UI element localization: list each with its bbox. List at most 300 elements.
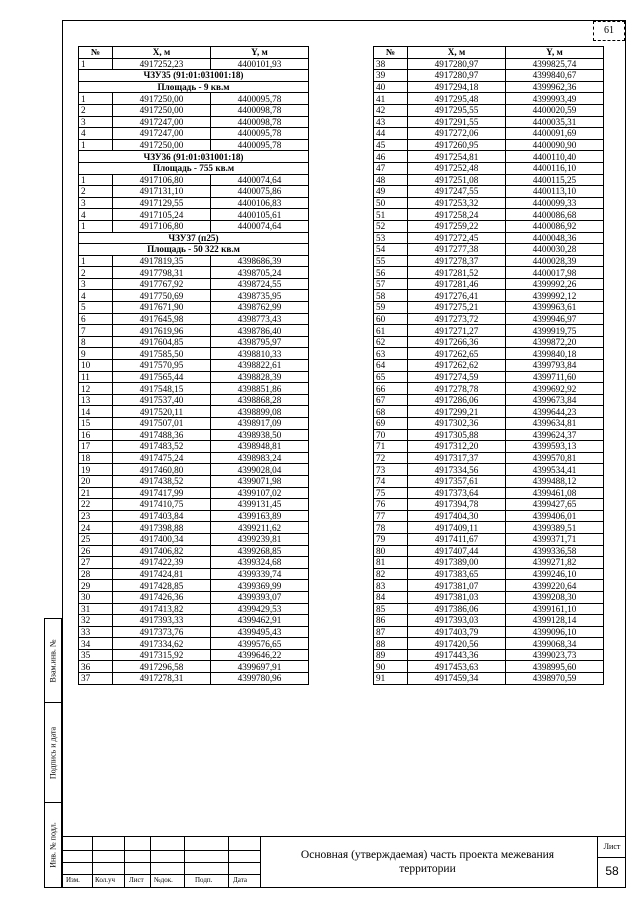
table-row [374,325,604,337]
point-number: 4 [79,290,113,302]
table-row [79,464,309,476]
table-row [79,580,309,592]
y-coordinate: 4399163,89 [211,510,309,522]
y-coordinate: 4399593,13 [506,441,604,453]
table-row [79,394,309,406]
side-label-signature: Подпись и дата [48,726,58,779]
y-coordinate: 4398828,39 [211,371,309,383]
x-coordinate: 4917420,56 [408,638,506,650]
table-row [374,313,604,325]
x-coordinate: 4917409,11 [408,522,506,534]
table-row [374,557,604,569]
x-coordinate: 4917105,24 [113,209,211,221]
x-coordinate: 4917278,31 [113,673,211,685]
point-number: 11 [79,371,113,383]
y-coordinate: 4399780,96 [211,673,309,685]
table-row [374,93,604,105]
x-coordinate: 4917334,56 [408,464,506,476]
table-row [374,81,604,93]
point-number: 88 [374,638,408,650]
x-coordinate: 4917393,03 [408,615,506,627]
y-coordinate: 4399992,12 [506,290,604,302]
table-row [374,267,604,279]
y-coordinate: 4400099,33 [506,197,604,209]
point-number: 35 [79,649,113,661]
section-title: Площадь - 9 кв.м [79,81,309,93]
point-number: 1 [79,255,113,267]
y-coordinate: 4399107,02 [211,487,309,499]
x-coordinate: 4917273,72 [408,313,506,325]
point-number: 51 [374,209,408,221]
point-number: 83 [374,580,408,592]
table-row [79,638,309,650]
x-coordinate: 4917291,55 [408,116,506,128]
x-coordinate: 4917459,34 [408,673,506,685]
point-number: 50 [374,197,408,209]
y-coordinate: 4399963,61 [506,302,604,314]
side-cell-replacement [45,619,61,703]
point-number: 31 [79,603,113,615]
y-coordinate: 4399028,04 [211,464,309,476]
table-row [374,649,604,661]
y-coordinate: 4399993,49 [506,93,604,105]
table-row [79,499,309,511]
x-coordinate: 4917312,20 [408,441,506,453]
y-coordinate: 4399239,81 [211,533,309,545]
table-row [374,232,604,244]
table-row [374,255,604,267]
point-number: 41 [374,93,408,105]
x-coordinate: 4917798,31 [113,267,211,279]
x-coordinate: 4917299,21 [408,406,506,418]
table-row [374,278,604,290]
point-number: 9 [79,348,113,360]
point-number: 55 [374,255,408,267]
y-coordinate: 4400098,78 [211,104,309,116]
x-coordinate: 4917381,07 [408,580,506,592]
point-number: 52 [374,220,408,232]
point-number: 30 [79,591,113,603]
point-number: 80 [374,545,408,557]
y-coordinate: 4399570,81 [506,452,604,464]
point-number: 49 [374,186,408,198]
section-header-row [79,81,309,93]
y-coordinate: 4399534,41 [506,464,604,476]
x-coordinate: 4917483,52 [113,441,211,453]
x-coordinate: 4917278,78 [408,383,506,395]
point-number: 21 [79,487,113,499]
x-coordinate: 4917410,75 [113,499,211,511]
x-coordinate: 4917280,97 [408,70,506,82]
x-coordinate: 4917247,00 [113,128,211,140]
x-coordinate: 4917460,80 [113,464,211,476]
y-coordinate: 4399624,37 [506,429,604,441]
y-coordinate: 4399840,18 [506,348,604,360]
y-coordinate: 4400075,86 [211,186,309,198]
table-row [374,510,604,522]
x-coordinate: 4917280,97 [408,58,506,70]
y-coordinate: 4398686,39 [211,255,309,267]
table-row [79,591,309,603]
point-number: 1 [79,174,113,186]
y-coordinate: 4399211,62 [211,522,309,534]
y-coordinate: 4400098,78 [211,116,309,128]
table-row [79,139,309,151]
y-coordinate: 4399096,10 [506,626,604,638]
table-row [79,290,309,302]
point-number: 24 [79,522,113,534]
table-row [374,244,604,256]
table-row [79,267,309,279]
point-number: 44 [374,128,408,140]
x-coordinate: 4917106,80 [113,220,211,232]
x-coordinate: 4917671,90 [113,302,211,314]
point-number: 33 [79,626,113,638]
x-coordinate: 4917422,39 [113,557,211,569]
x-coordinate: 4917286,06 [408,394,506,406]
y-coordinate: 4398938,50 [211,429,309,441]
x-coordinate: 4917302,36 [408,418,506,430]
header-num: № [374,47,408,59]
point-number: 79 [374,533,408,545]
table-row [374,151,604,163]
y-coordinate: 4400106,83 [211,197,309,209]
y-coordinate: 4398705,24 [211,267,309,279]
stamp-label-change: Изм. [66,876,80,884]
y-coordinate: 4399336,58 [506,545,604,557]
point-number: 90 [374,661,408,673]
point-number: 69 [374,418,408,430]
table-row [374,197,604,209]
point-number: 82 [374,568,408,580]
x-coordinate: 4917520,11 [113,406,211,418]
point-number: 17 [79,441,113,453]
point-number: 71 [374,441,408,453]
table-row [374,499,604,511]
point-number: 4 [79,209,113,221]
x-coordinate: 4917275,21 [408,302,506,314]
y-coordinate: 4400110,40 [506,151,604,163]
table-row [374,673,604,685]
x-coordinate: 4917250,00 [113,93,211,105]
x-coordinate: 4917315,92 [113,649,211,661]
point-number: 1 [79,220,113,232]
table-row [374,139,604,151]
y-coordinate: 4399711,60 [506,371,604,383]
table-row [79,302,309,314]
table-row [79,441,309,453]
y-coordinate: 4399369,99 [211,580,309,592]
y-coordinate: 4399246,10 [506,568,604,580]
section-title: ЧЗУ36 (91:01:031001:18) [79,151,309,163]
point-number: 32 [79,615,113,627]
point-number: 65 [374,371,408,383]
point-number: 23 [79,510,113,522]
y-coordinate: 4399427,65 [506,499,604,511]
stamp-label-sheet: Лист [129,876,144,884]
coordinates-table-left [78,46,309,685]
x-coordinate: 4917259,22 [408,220,506,232]
y-coordinate: 4398762,99 [211,302,309,314]
section-title: Площадь - 755 кв.м [79,162,309,174]
table-row [374,626,604,638]
point-number: 87 [374,626,408,638]
x-coordinate: 4917295,55 [408,104,506,116]
table-row [374,70,604,82]
stamp-label-date: Дата [233,876,247,884]
y-coordinate: 4400095,78 [211,93,309,105]
stamp-label-sign: Подп. [195,876,213,884]
point-number: 28 [79,568,113,580]
table-row [374,116,604,128]
point-number: 10 [79,360,113,372]
point-number: 72 [374,452,408,464]
y-coordinate: 4400095,78 [211,128,309,140]
y-coordinate: 4400035,31 [506,116,604,128]
point-number: 67 [374,394,408,406]
y-coordinate: 4400020,59 [506,104,604,116]
x-coordinate: 4917258,24 [408,209,506,221]
x-coordinate: 4917537,40 [113,394,211,406]
table-row [79,197,309,209]
table-row [374,394,604,406]
side-cell-signature [45,703,61,803]
y-coordinate: 4399962,36 [506,81,604,93]
x-coordinate: 4917428,85 [113,580,211,592]
table-row [79,348,309,360]
x-coordinate: 4917317,37 [408,452,506,464]
table-row [374,290,604,302]
point-number: 54 [374,244,408,256]
side-stamp-strip [44,618,62,888]
table-header-row [374,47,604,59]
x-coordinate: 4917250,00 [113,139,211,151]
point-number: 74 [374,475,408,487]
y-coordinate: 4400017,98 [506,267,604,279]
table-row [79,487,309,499]
y-coordinate: 4398795,97 [211,336,309,348]
top-sheet-number: 61 [593,21,625,41]
y-coordinate: 4399389,51 [506,522,604,534]
stamp-label-doc: №док. [154,876,173,884]
table-row [79,360,309,372]
point-number: 13 [79,394,113,406]
point-number: 34 [79,638,113,650]
y-coordinate: 4399495,43 [211,626,309,638]
table-row [374,661,604,673]
y-coordinate: 4399220,64 [506,580,604,592]
table-row [374,429,604,441]
point-number: 37 [79,673,113,685]
table-row [374,487,604,499]
point-number: 84 [374,591,408,603]
x-coordinate: 4917426,36 [113,591,211,603]
point-number: 86 [374,615,408,627]
table-header-row [79,47,309,59]
point-number: 4 [79,128,113,140]
section-header-row [79,70,309,82]
table-row [79,510,309,522]
y-coordinate: 4398810,33 [211,348,309,360]
sheet-label: Лист [603,842,621,851]
y-coordinate: 4398948,81 [211,441,309,453]
table-row [374,58,604,70]
table-row [79,649,309,661]
point-number: 91 [374,673,408,685]
table-row [374,209,604,221]
table-row [79,336,309,348]
y-coordinate: 4399324,68 [211,557,309,569]
x-coordinate: 4917357,61 [408,475,506,487]
header-x: X, м [113,47,211,59]
x-coordinate: 4917548,15 [113,383,211,395]
point-number: 59 [374,302,408,314]
table-row [79,325,309,337]
point-number: 46 [374,151,408,163]
y-coordinate: 4398868,28 [211,394,309,406]
x-coordinate: 4917400,34 [113,533,211,545]
point-number: 36 [79,661,113,673]
y-coordinate: 4399673,84 [506,394,604,406]
section-header-row [79,232,309,244]
point-number: 3 [79,197,113,209]
y-coordinate: 4398995,60 [506,661,604,673]
point-number: 3 [79,116,113,128]
table-row [374,638,604,650]
table-row [79,313,309,325]
y-coordinate: 4398983,24 [211,452,309,464]
y-coordinate: 4399825,74 [506,58,604,70]
y-coordinate: 4400095,78 [211,139,309,151]
y-coordinate: 4400030,28 [506,244,604,256]
table-row [79,128,309,140]
point-number: 16 [79,429,113,441]
point-number: 22 [79,499,113,511]
x-coordinate: 4917604,85 [113,336,211,348]
table-row [79,603,309,615]
point-number: 26 [79,545,113,557]
y-coordinate: 4399646,22 [211,649,309,661]
header-y: Y, м [211,47,309,59]
x-coordinate: 4917393,33 [113,615,211,627]
y-coordinate: 4399068,34 [506,638,604,650]
y-coordinate: 4399872,20 [506,336,604,348]
point-number: 63 [374,348,408,360]
y-coordinate: 4399462,91 [211,615,309,627]
y-coordinate: 4400101,93 [211,58,309,70]
x-coordinate: 4917570,95 [113,360,211,372]
table-row [374,615,604,627]
y-coordinate: 4399271,82 [506,557,604,569]
header-num: № [79,47,113,59]
y-coordinate: 4400074,64 [211,220,309,232]
x-coordinate: 4917619,96 [113,325,211,337]
y-coordinate: 4399023,73 [506,649,604,661]
x-coordinate: 4917252,23 [113,58,211,70]
y-coordinate: 4398773,43 [211,313,309,325]
point-number: 81 [374,557,408,569]
table-row [79,557,309,569]
x-coordinate: 4917767,92 [113,278,211,290]
y-coordinate: 4398822,61 [211,360,309,372]
x-coordinate: 4917386,06 [408,603,506,615]
point-number: 45 [374,139,408,151]
x-coordinate: 4917247,00 [113,116,211,128]
stamp-label-count: Кол.уч [95,876,115,884]
x-coordinate: 4917398,88 [113,522,211,534]
x-coordinate: 4917373,64 [408,487,506,499]
x-coordinate: 4917277,38 [408,244,506,256]
x-coordinate: 4917381,03 [408,591,506,603]
point-number: 62 [374,336,408,348]
table-row [374,591,604,603]
x-coordinate: 4917475,24 [113,452,211,464]
point-number: 20 [79,475,113,487]
table-row [374,533,604,545]
y-coordinate: 4400091,69 [506,128,604,140]
table-row [79,615,309,627]
y-coordinate: 4400048,36 [506,232,604,244]
y-coordinate: 4398851,86 [211,383,309,395]
x-coordinate: 4917438,52 [113,475,211,487]
y-coordinate: 4399393,07 [211,591,309,603]
y-coordinate: 4400086,92 [506,220,604,232]
y-coordinate: 4400116,10 [506,162,604,174]
x-coordinate: 4917251,08 [408,174,506,186]
point-number: 85 [374,603,408,615]
y-coordinate: 4400074,64 [211,174,309,186]
x-coordinate: 4917394,78 [408,499,506,511]
point-number: 19 [79,464,113,476]
point-number: 1 [79,58,113,70]
x-coordinate: 4917305,88 [408,429,506,441]
y-coordinate: 4398899,08 [211,406,309,418]
table-row [79,278,309,290]
table-row [79,522,309,534]
sheet-number: 58 [605,864,619,878]
section-title: ЧЗУ37 (п25) [79,232,309,244]
x-coordinate: 4917295,48 [408,93,506,105]
point-number: 2 [79,186,113,198]
y-coordinate: 4399644,23 [506,406,604,418]
y-coordinate: 4398724,55 [211,278,309,290]
table-row [79,568,309,580]
point-number: 29 [79,580,113,592]
x-coordinate: 4917131,10 [113,186,211,198]
x-coordinate: 4917266,36 [408,336,506,348]
x-coordinate: 4917272,06 [408,128,506,140]
table-row [374,302,604,314]
table-row [374,580,604,592]
y-coordinate: 4399161,10 [506,603,604,615]
x-coordinate: 4917411,67 [408,533,506,545]
table-row [374,418,604,430]
table-row [374,371,604,383]
x-coordinate: 4917819,35 [113,255,211,267]
y-coordinate: 4399919,75 [506,325,604,337]
point-number: 12 [79,383,113,395]
y-coordinate: 4400086,68 [506,209,604,221]
table-row [374,406,604,418]
y-coordinate: 4399576,65 [211,638,309,650]
point-number: 15 [79,418,113,430]
section-title: ЧЗУ35 (91:01:031001:18) [79,70,309,82]
y-coordinate: 4399339,74 [211,568,309,580]
point-number: 43 [374,116,408,128]
point-number: 48 [374,174,408,186]
table-row [374,336,604,348]
x-coordinate: 4917750,69 [113,290,211,302]
